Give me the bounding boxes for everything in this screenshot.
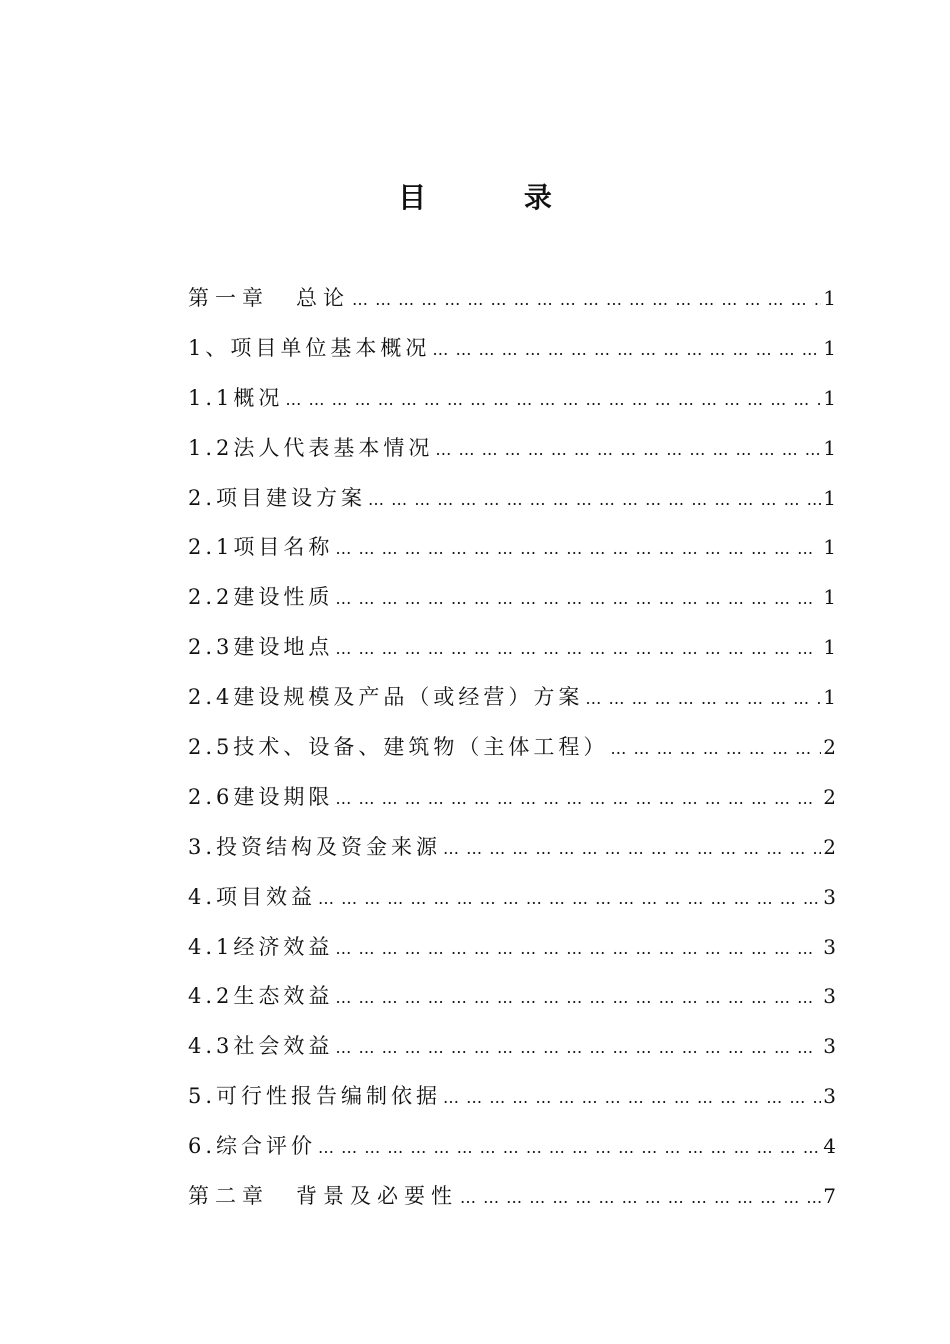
dot-leader bbox=[610, 731, 821, 767]
dot-leader bbox=[335, 531, 821, 567]
toc-entry[interactable] bbox=[188, 829, 836, 879]
toc-entry-page: 1 bbox=[823, 435, 836, 460]
dot-leader bbox=[318, 1130, 821, 1166]
toc-entry-page: 7 bbox=[823, 1184, 836, 1209]
dot-leader bbox=[318, 881, 821, 917]
toc-entry-page: 3 bbox=[823, 884, 836, 909]
toc-entry[interactable] bbox=[188, 1178, 836, 1228]
toc-entry-label: 2.6建设期限 bbox=[188, 784, 334, 809]
toc-entry-page: 2 bbox=[823, 834, 836, 859]
toc-entry-label: 4.2生态效益 bbox=[188, 984, 334, 1009]
toc-entry[interactable] bbox=[188, 529, 836, 579]
toc-entry-page: 2 bbox=[823, 735, 836, 760]
toc-entry-page: 1 bbox=[823, 485, 836, 510]
toc-entry-page: 3 bbox=[823, 1084, 836, 1109]
dot-leader bbox=[335, 581, 821, 617]
dot-leader bbox=[460, 1180, 821, 1216]
dot-leader bbox=[585, 681, 821, 717]
dot-leader bbox=[335, 631, 821, 667]
toc-entry[interactable] bbox=[188, 579, 836, 629]
dot-leader bbox=[335, 781, 821, 817]
toc-entry-label: 2.2建设性质 bbox=[188, 585, 334, 610]
toc-entry[interactable] bbox=[188, 430, 836, 480]
dot-leader bbox=[352, 282, 821, 318]
toc-entry-label: 4.项目效益 bbox=[188, 884, 317, 909]
toc-entry-page: 1 bbox=[823, 286, 836, 310]
toc-entry[interactable] bbox=[188, 1078, 836, 1128]
dot-leader bbox=[368, 482, 821, 518]
toc-entry-label: 3.投资结构及资金来源 bbox=[188, 834, 442, 859]
toc-entry[interactable] bbox=[188, 779, 836, 829]
toc-entry-page: 3 bbox=[823, 984, 836, 1009]
dot-leader bbox=[335, 1030, 821, 1066]
toc-entry-label: 2.项目建设方案 bbox=[188, 485, 367, 510]
toc-entry[interactable] bbox=[188, 729, 836, 779]
toc-entry[interactable] bbox=[188, 978, 836, 1028]
toc-entry[interactable] bbox=[188, 280, 836, 330]
toc-entry[interactable] bbox=[188, 629, 836, 679]
toc-entry-page: 1 bbox=[823, 385, 836, 410]
toc-entry-label: 1、项目单位基本概况 bbox=[188, 335, 431, 360]
toc-entry-page: 2 bbox=[823, 784, 836, 809]
dot-leader bbox=[335, 980, 821, 1016]
dot-leader bbox=[435, 432, 821, 468]
toc-entry[interactable] bbox=[188, 679, 836, 729]
toc-entry-page: 1 bbox=[823, 535, 836, 560]
toc-entry-label: 5.可行性报告编制依据 bbox=[188, 1084, 442, 1109]
toc-entry-label: 6.综合评价 bbox=[188, 1134, 317, 1159]
toc-entry-label: 4.3社会效益 bbox=[188, 1034, 334, 1059]
toc-entry[interactable] bbox=[188, 480, 836, 530]
dot-leader bbox=[443, 1080, 821, 1116]
toc-entry-label: 1.1概况 bbox=[188, 385, 284, 410]
toc-entry-label: 第一章 总论 bbox=[188, 286, 350, 310]
toc-list bbox=[188, 280, 836, 1228]
toc-entry-label: 2.5技术、设备、建筑物（主体工程） bbox=[188, 735, 609, 760]
toc-title: 目 录 bbox=[398, 181, 596, 214]
dot-leader bbox=[443, 831, 821, 867]
dot-leader bbox=[285, 382, 821, 418]
toc-entry[interactable] bbox=[188, 380, 836, 430]
toc-entry[interactable] bbox=[188, 1128, 836, 1178]
toc-entry-page: 1 bbox=[823, 685, 836, 710]
dot-leader bbox=[432, 332, 821, 368]
toc-entry-label: 第二章 背景及必要性 bbox=[188, 1184, 458, 1209]
toc-entry-page: 3 bbox=[823, 934, 836, 959]
toc-entry-page: 1 bbox=[823, 335, 836, 360]
toc-entry-page: 1 bbox=[823, 585, 836, 610]
toc-entry-label: 1.2法人代表基本情况 bbox=[188, 435, 434, 460]
toc-entry[interactable] bbox=[188, 879, 836, 929]
toc-entry[interactable] bbox=[188, 330, 836, 380]
dot-leader bbox=[335, 931, 821, 967]
toc-entry-label: 2.4建设规模及产品（或经营）方案 bbox=[188, 685, 584, 710]
toc-entry[interactable] bbox=[188, 929, 836, 979]
toc-entry-page: 4 bbox=[823, 1134, 836, 1159]
toc-entry-label: 2.1项目名称 bbox=[188, 535, 334, 560]
toc-entry-page: 1 bbox=[823, 635, 836, 660]
toc-entry-label: 4.1经济效益 bbox=[188, 934, 334, 959]
toc-entry[interactable] bbox=[188, 1028, 836, 1078]
toc-entry-page: 3 bbox=[823, 1034, 836, 1059]
toc-entry-label: 2.3建设地点 bbox=[188, 635, 334, 660]
